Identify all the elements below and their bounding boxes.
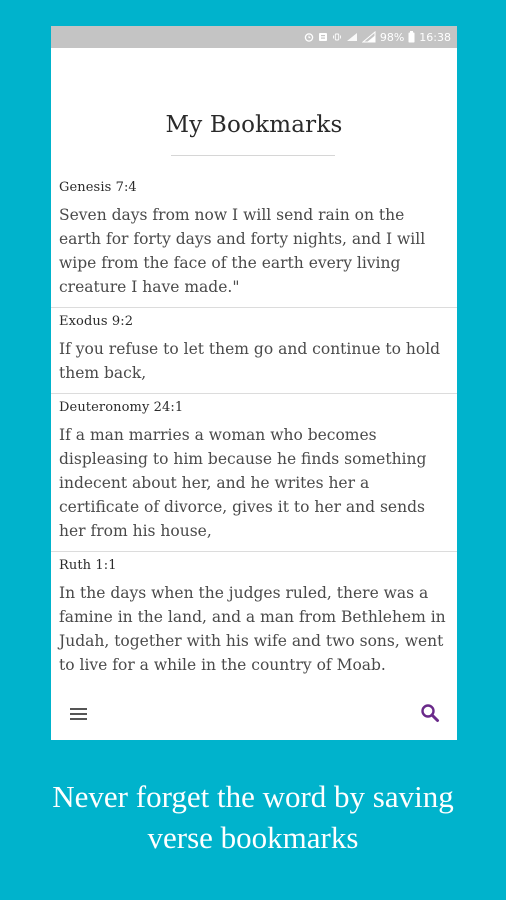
battery-percent: 98% — [379, 30, 405, 44]
bookmark-item[interactable] — [51, 552, 457, 685]
alarm-icon — [304, 32, 314, 42]
phone-screen — [51, 26, 457, 740]
promo-caption — [0, 776, 506, 858]
bookmark-reference: Genesis 7:4 — [59, 180, 137, 195]
page-title: My Bookmarks — [165, 112, 343, 138]
bookmark-reference: Deuteronomy 24:1 — [59, 400, 184, 415]
bookmark-reference: Exodus 9:2 — [59, 314, 134, 329]
signal-icon — [346, 32, 358, 42]
status-bar — [51, 26, 457, 48]
bookmark-item[interactable] — [51, 174, 457, 308]
hamburger-menu-icon[interactable] — [69, 704, 89, 724]
bookmark-verse-text: If you refuse to let them go and continue to hold them back, — [59, 340, 441, 382]
bookmark-verse-text: Seven days from now I will send rain on the earth for forty days and forty nights, and I will wipe from the face of the earth every living creature I have made." — [59, 206, 426, 296]
signal-strength-icon — [362, 31, 376, 43]
caption-line-1: Never forget the word by saving — [52, 779, 454, 814]
bookmark-verse-text: If a man marries a woman who becomes displeasing to him because he finds something indecent about her, and he writes her a certificate of divorce, gives it to her and sends her from his house, — [59, 426, 427, 540]
title-divider — [171, 155, 335, 156]
bookmark-item[interactable] — [51, 308, 457, 394]
status-icons — [304, 26, 451, 48]
bookmark-item[interactable] — [51, 394, 457, 552]
vibrate-icon — [332, 32, 342, 42]
notification-icon — [318, 32, 328, 42]
clock: 16:38 — [419, 30, 451, 44]
bookmark-list[interactable] — [51, 174, 457, 690]
caption-line-2: verse bookmarks — [147, 820, 359, 855]
bookmark-verse-text: In the days when the judges ruled, there was a famine in the land, and a man from Bethlehem in Judah, together with his wife and two sons, went to live for a while in the country of Moab. — [59, 584, 446, 674]
battery-icon — [408, 31, 415, 43]
bookmark-reference: Ruth 1:1 — [59, 558, 117, 573]
search-icon[interactable] — [419, 702, 441, 724]
bottom-toolbar — [51, 694, 457, 734]
